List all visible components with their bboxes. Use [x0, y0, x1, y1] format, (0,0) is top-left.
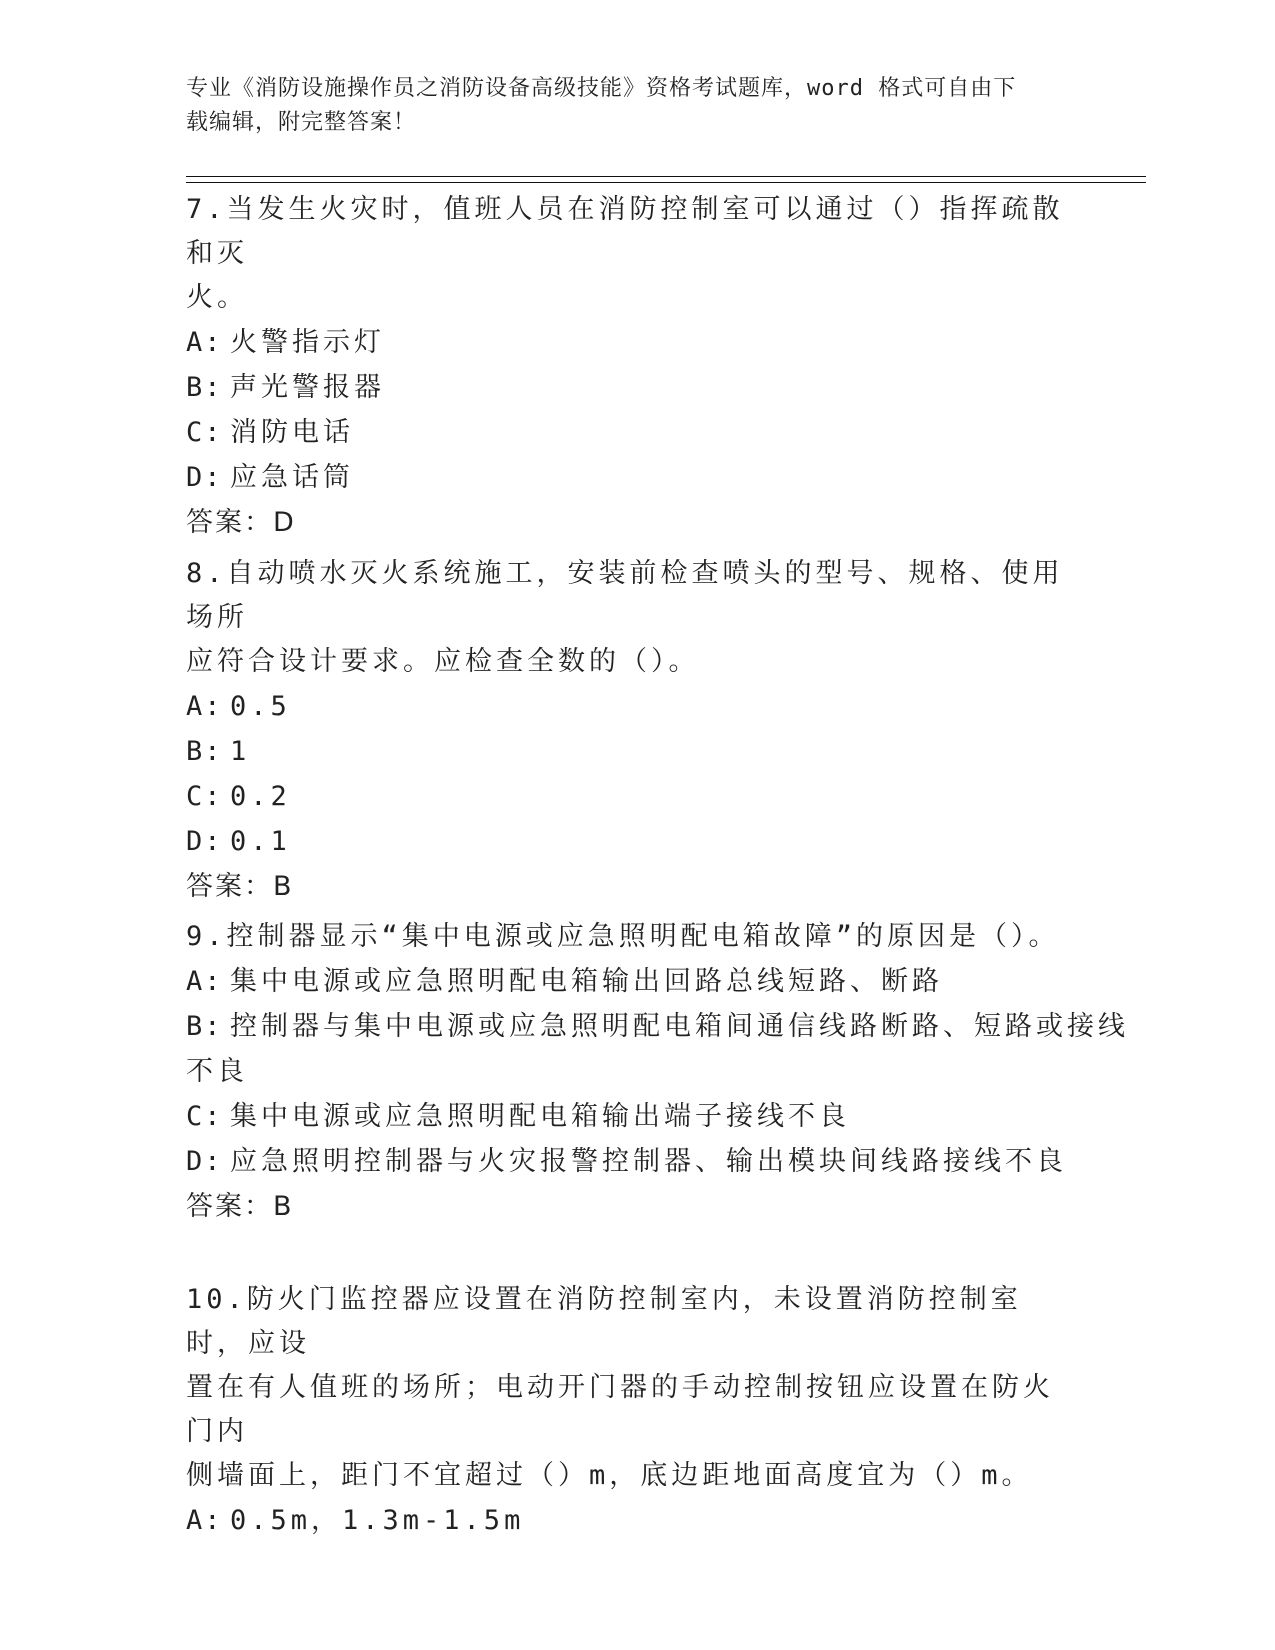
- document-header: [186, 72, 1066, 140]
- option-d: [186, 819, 1066, 864]
- header-divider-bottom: [186, 182, 1146, 183]
- question-text-line: 侧墙面上，距门不宜超过（）m，底边距地面高度宜为（）m。: [186, 1460, 1033, 1491]
- option-key: C:: [186, 417, 223, 448]
- option-key: A:: [186, 966, 223, 997]
- option-b: [186, 365, 1066, 410]
- answer-value: B: [273, 1191, 293, 1222]
- header-line-1: 专业《消防设施操作员之消防设备高级技能》资格考试题库，word 格式可自由下: [186, 76, 1017, 101]
- option-c: [186, 410, 1066, 455]
- option-b: [186, 729, 1066, 774]
- option-text: 0.5m，1.3m-1.5m: [230, 1505, 525, 1536]
- answer-line: [186, 864, 1066, 910]
- option-key: B:: [186, 1011, 223, 1042]
- question-7: [186, 188, 1066, 546]
- option-d: [186, 455, 1066, 500]
- option-text: 应急话筒: [230, 462, 354, 493]
- option-key: D:: [186, 1146, 223, 1177]
- option-a: [186, 320, 1066, 365]
- option-key: C:: [186, 1101, 223, 1132]
- option-key: C:: [186, 781, 223, 812]
- header-divider-top: [186, 176, 1146, 177]
- option-text: 火警指示灯: [230, 327, 385, 358]
- option-key: A:: [186, 691, 223, 722]
- option-text: 集中电源或应急照明配电箱输出端子接线不良: [230, 1101, 850, 1132]
- answer-line: [186, 1184, 1066, 1230]
- question-text-line: 应符合设计要求。应检查全数的（）。: [186, 646, 700, 677]
- question-text-line: 火。: [186, 282, 248, 313]
- answer-label: 答案：: [186, 507, 273, 538]
- question-text-line: 7.当发生火灾时，值班人员在消防控制室可以通过（）指挥疏散和灭: [186, 194, 1064, 269]
- option-a: [186, 684, 1066, 729]
- option-key: D:: [186, 462, 223, 493]
- answer-line: [186, 500, 1066, 546]
- option-text: 1: [230, 736, 251, 767]
- option-c: [186, 774, 1066, 819]
- option-c: [186, 1094, 1066, 1139]
- question-8: [186, 552, 1066, 910]
- question-text-line: 8.自动喷水灭火系统施工，安装前检查喷头的型号、规格、使用场所: [186, 558, 1064, 633]
- answer-label: 答案：: [186, 871, 273, 902]
- option-b: [186, 1004, 1129, 1049]
- option-text: 0.2: [230, 781, 291, 812]
- option-text: 0.1: [230, 826, 291, 857]
- question-text-line: 9.控制器显示“集中电源或应急照明配电箱故障”的原因是（）。: [186, 921, 1060, 952]
- option-text: 声光警报器: [230, 372, 385, 403]
- option-key: A:: [186, 327, 223, 358]
- option-text: 消防电话: [230, 417, 354, 448]
- option-key: D:: [186, 826, 223, 857]
- option-text: 0.5: [230, 691, 291, 722]
- question-9: [186, 915, 1129, 1230]
- option-b-continuation: 不良: [186, 1056, 248, 1087]
- option-key: B:: [186, 372, 223, 403]
- answer-value: B: [273, 871, 293, 902]
- option-key: A:: [186, 1505, 223, 1536]
- option-key: B:: [186, 736, 223, 767]
- question-text-line: 10.防火门监控器应设置在消防控制室内，未设置消防控制室时，应设: [186, 1284, 1022, 1359]
- option-text: 集中电源或应急照明配电箱输出回路总线短路、断路: [230, 966, 943, 997]
- header-line-2: 载编辑，附完整答案！: [186, 110, 417, 135]
- option-text: 控制器与集中电源或应急照明配电箱间通信线路断路、短路或接线: [230, 1011, 1129, 1042]
- question-10: [186, 1278, 1066, 1543]
- option-text: 应急照明控制器与火灾报警控制器、输出模块间线路接线不良: [230, 1146, 1067, 1177]
- option-a: [186, 1498, 1066, 1543]
- answer-label: 答案：: [186, 1191, 273, 1222]
- question-text-line: 置在有人值班的场所；电动开门器的手动控制按钮应设置在防火门内: [186, 1372, 1054, 1447]
- answer-value: D: [273, 507, 295, 538]
- option-d: [186, 1139, 1066, 1184]
- option-a: [186, 959, 1066, 1004]
